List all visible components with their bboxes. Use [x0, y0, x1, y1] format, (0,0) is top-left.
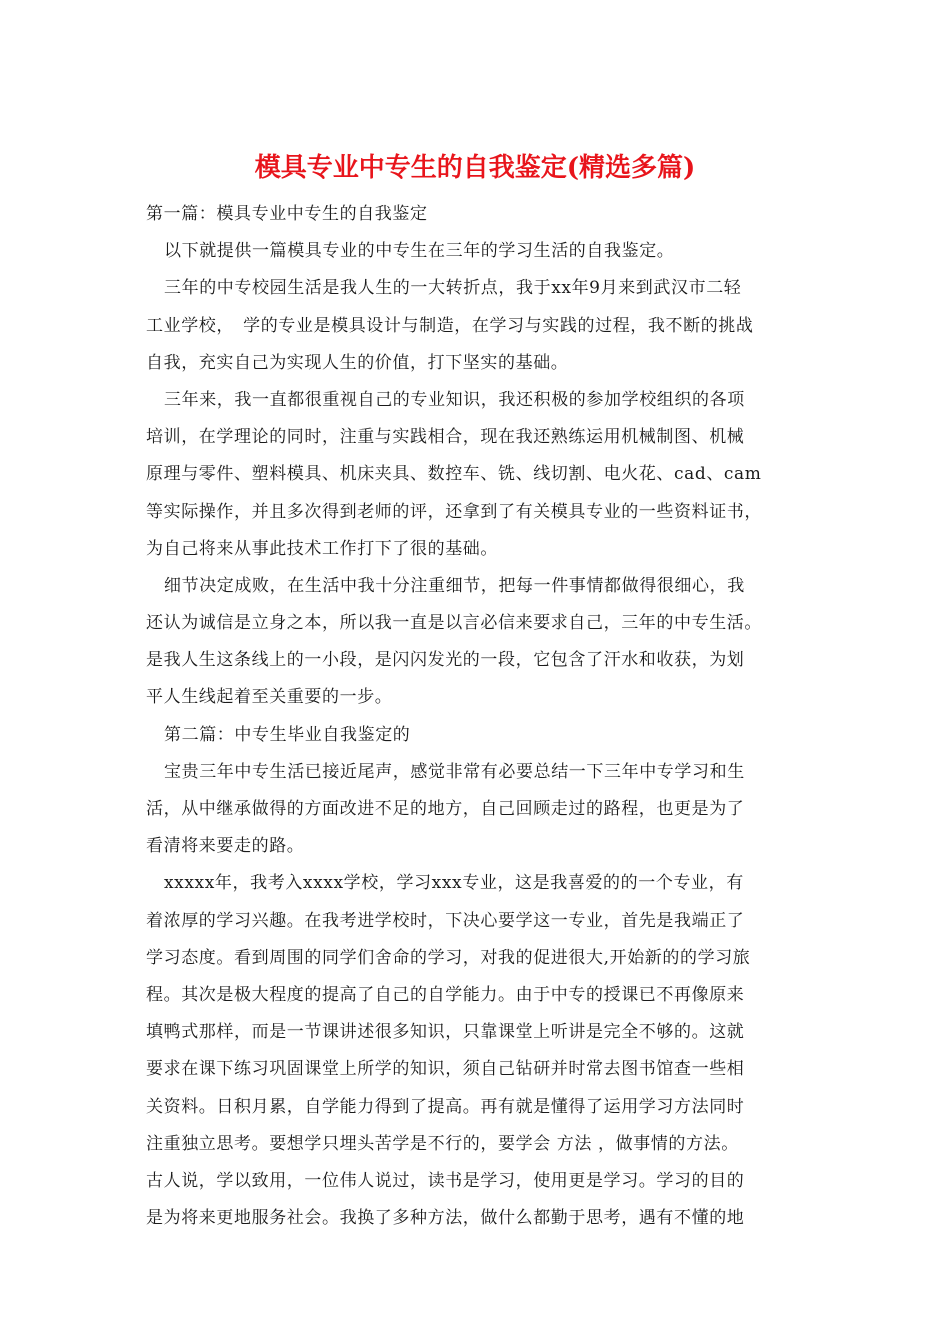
text-line: 填鸭式那样，而是一节课讲述很多知识，只靠课堂上听讲是完全不够的。这就 [146, 1022, 745, 1043]
text-line: 等实际操作，并且多次得到老师的评，还拿到了有关模具专业的一些资料证书， [146, 501, 762, 522]
text-line: 三年的中专校园生活是我人生的一大转折点，我于xx年9月来到武汉市二轻 [164, 278, 742, 299]
text-line: 是我人生这条线上的一小段，是闪闪发光的一段，它包含了汗水和收获，为划 [146, 650, 745, 671]
text-line: 注重独立思考。要想学只埋头苦学是不行的，要学会 方法 ，做事情的方法。 [146, 1133, 739, 1154]
text-line: 原理与零件、塑料模具、机床夹具、数控车、铣、线切割、电火花、cad、cam [146, 464, 762, 485]
text-line: 为自己将来从事此技术工作打下了很的基础。 [146, 538, 498, 559]
document-body [146, 196, 806, 1237]
text-line: 培训，在学理论的同时，注重与实践相合，现在我还熟练运用机械制图、机械 [146, 427, 745, 448]
text-line: 活，从中继承做得的方面改进不足的地方，自己回顾走过的路程，也更是为了 [146, 799, 745, 819]
text-line: 着浓厚的学习兴趣。在我考进学校时，下决心要学这一专业，首先是我端正了 [146, 910, 745, 931]
text-line: 关资料。日积月累，自学能力得到了提高。再有就是懂得了运用学习方法同时 [146, 1096, 745, 1117]
text-line: 工业学校， 学的专业是模具设计与制造，在学习与实践的过程，我不断的挑战 [146, 315, 754, 336]
document-title: 模具专业中专生的自我鉴定(精选多篇) [254, 153, 696, 183]
text-line: 学习态度。看到周围的同学们舍命的学习，对我的促进很大,开始新的的学习旅 [146, 947, 751, 968]
text-line: 宝贵三年中专生活已接近尾声，感觉非常有必要总结一下三年中专学习和生 [164, 761, 745, 782]
text-line: 古人说，学以致用，一位伟人说过，读书是学习，使用更是学习。学习的目的 [146, 1170, 745, 1191]
text-line: 三年来，我一直都很重视自己的专业知识，我还积极的参加学校组织的各项 [164, 389, 745, 410]
text-line: 细节决定成败，在生活中我十分注重细节，把每一件事情都做得很细心，我 [164, 575, 745, 596]
text-line: 是为将来更地服务社会。我换了多种方法，做什么都勤于思考，遇有不懂的地 [146, 1208, 745, 1229]
section-heading-2: 第二篇：中专生毕业自我鉴定的 [164, 724, 411, 745]
text-line: 还认为诚信是立身之本，所以我一直是以言必信来要求自己，三年的中专生活。 [146, 613, 762, 634]
text-line: xxxxx年，我考入xxxx学校，学习xxx专业，这是我喜爱的的一个专业，有 [164, 873, 744, 894]
text-line: 要求在课下练习巩固课堂上所学的知识，须自己钻研并时常去图书馆查一些相 [146, 1059, 745, 1080]
text-line: 平人生线起着至关重要的一步。 [146, 687, 393, 708]
text-line: 程。其次是极大程度的提高了自己的自学能力。由于中专的授课已不再像原来 [146, 984, 745, 1005]
text-line: 自我，充实自己为实现人生的价值，打下坚实的基础。 [146, 352, 569, 373]
text-line: 以下就提供一篇模具专业的中专生在三年的学习生活的自我鉴定。 [164, 241, 675, 262]
section-heading-1: 第一篇：模具专业中专生的自我鉴定 [146, 204, 428, 224]
text-line: 看清将来要走的路。 [146, 836, 305, 857]
